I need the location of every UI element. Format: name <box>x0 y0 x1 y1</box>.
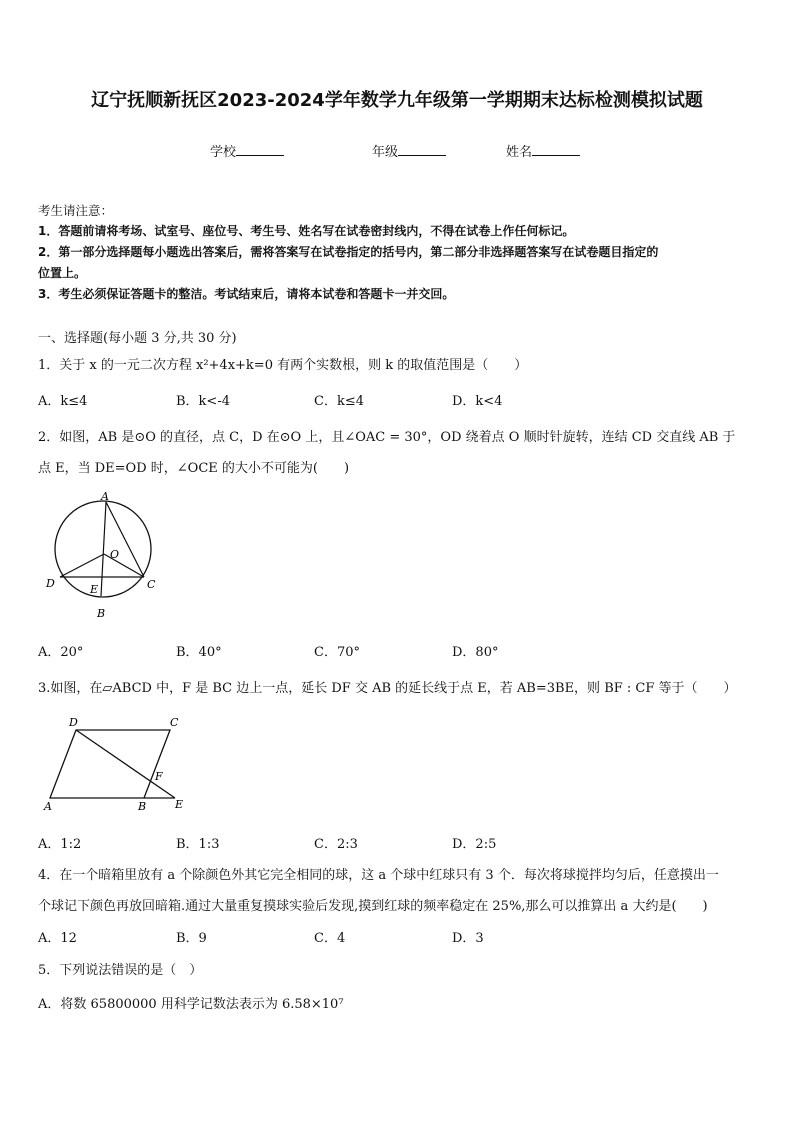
label-f: F <box>155 770 163 783</box>
question-4-line-2: 个球记下颜色再放回暗箱.通过大量重复摸球实验后发现,摸到红球的频率稳定在 25%,那么可以推算出 a 大约是( ) <box>38 899 708 914</box>
name-blank[interactable] <box>532 143 580 156</box>
segment-de <box>76 730 175 798</box>
label-e: E <box>90 583 99 596</box>
label-a: A <box>101 492 109 503</box>
notice-item: 位置上。 <box>38 266 87 280</box>
notice-item: 2．第一部分选择题每小题选出答案后，需将答案写在试卷指定的括号内，第二部分非选择题答案写在试卷题目指定的 <box>38 245 659 259</box>
q3-option-b: B．1:3 <box>176 837 220 852</box>
label-d: D <box>46 577 55 590</box>
q1-option-a: A．k≤4 <box>38 394 88 409</box>
label-b: B <box>138 800 147 813</box>
label-o: O <box>110 548 120 561</box>
notice-block <box>38 200 758 305</box>
question-3-text: 3.如图，在▱ABCD 中，F 是 BC 边上一点，延长 DF 交 AB 的延长线于点 E，若 AB=3BE，则 BF : CF 等于（ ） <box>38 681 737 696</box>
q1-option-b: B．k<-4 <box>176 394 230 409</box>
q2-option-a: A．20° <box>38 645 84 660</box>
name-field <box>506 141 580 160</box>
school-field <box>210 141 284 160</box>
notice-heading: 考生请注意： <box>38 203 114 218</box>
q4-option-c: C．4 <box>314 931 346 946</box>
grade-blank[interactable] <box>398 143 446 156</box>
q4-option-b: B．9 <box>176 931 207 946</box>
q2-option-b: B．40° <box>176 645 222 660</box>
school-blank[interactable] <box>236 143 284 156</box>
q2-option-d: D．80° <box>452 645 499 660</box>
q2-option-c: C．70° <box>314 645 360 660</box>
label-a: A <box>44 800 52 813</box>
section-heading: 一、选择题(每小题 3 分,共 30 分) <box>38 331 237 346</box>
question-5-text: 5．下列说法错误的是（ ） <box>38 963 203 978</box>
parallelogram-figure <box>40 714 200 816</box>
parallelogram-abcd <box>50 730 170 798</box>
question-4-line-1: 4．在一个暗箱里放有 a 个除颜色外其它完全相同的球，这 a 个球中红球只有 3 个．每次将球搅拌均匀后，任意摸出一 <box>38 868 719 883</box>
label-e: E <box>175 798 184 811</box>
notice-item: 3．考生必须保证答题卡的整洁。考试结束后，请将本试卷和答题卡一并交回。 <box>38 287 455 301</box>
label-c: C <box>170 716 179 729</box>
diameter-ab <box>101 502 106 596</box>
segment-od <box>60 554 104 577</box>
question-1-text: 1．关于 x 的一元二次方程 x²+4x+k=0 有两个实数根，则 k 的取值范围是（ ） <box>38 358 528 373</box>
q3-option-d: D．2:5 <box>452 837 497 852</box>
question-2-line-1: 2．如图，AB 是⊙O 的直径，点 C，D 在⊙O 上，且∠OAC = 30°，OD 绕着点 O 顺时针旋转，连结 CD 交直线 AB 于 <box>38 430 736 445</box>
school-label: 学校 <box>210 145 237 160</box>
question-2-line-2: 点 E，当 DE=OD 时，∠OCE 的大小不可能为( ) <box>38 461 350 476</box>
q1-option-d: D．k<4 <box>452 394 503 409</box>
grade-field <box>372 141 446 160</box>
page-title: 辽宁抚顺新抚区2023-2024学年数学九年级第一学期期末达标检测模拟试题 <box>91 90 703 111</box>
q5-option-a: A．将数 65800000 用科学记数法表示为 6.58×10⁷ <box>38 997 344 1012</box>
label-d: D <box>69 716 78 729</box>
label-c: C <box>147 578 156 591</box>
q3-option-a: A．1:2 <box>38 837 82 852</box>
circle-figure <box>40 492 170 622</box>
q3-option-c: C．2:3 <box>314 837 358 852</box>
grade-label: 年级 <box>372 145 399 160</box>
q4-option-a: A．12 <box>38 931 77 946</box>
label-b: B <box>97 607 106 620</box>
q1-option-c: C．k≤4 <box>314 394 364 409</box>
name-label: 姓名 <box>506 145 533 160</box>
q4-option-d: D．3 <box>452 931 484 946</box>
notice-item: 1．答题前请将考场、试室号、座位号、考生号、姓名写在试卷密封线内，不得在试卷上作任何标记。 <box>38 224 575 238</box>
